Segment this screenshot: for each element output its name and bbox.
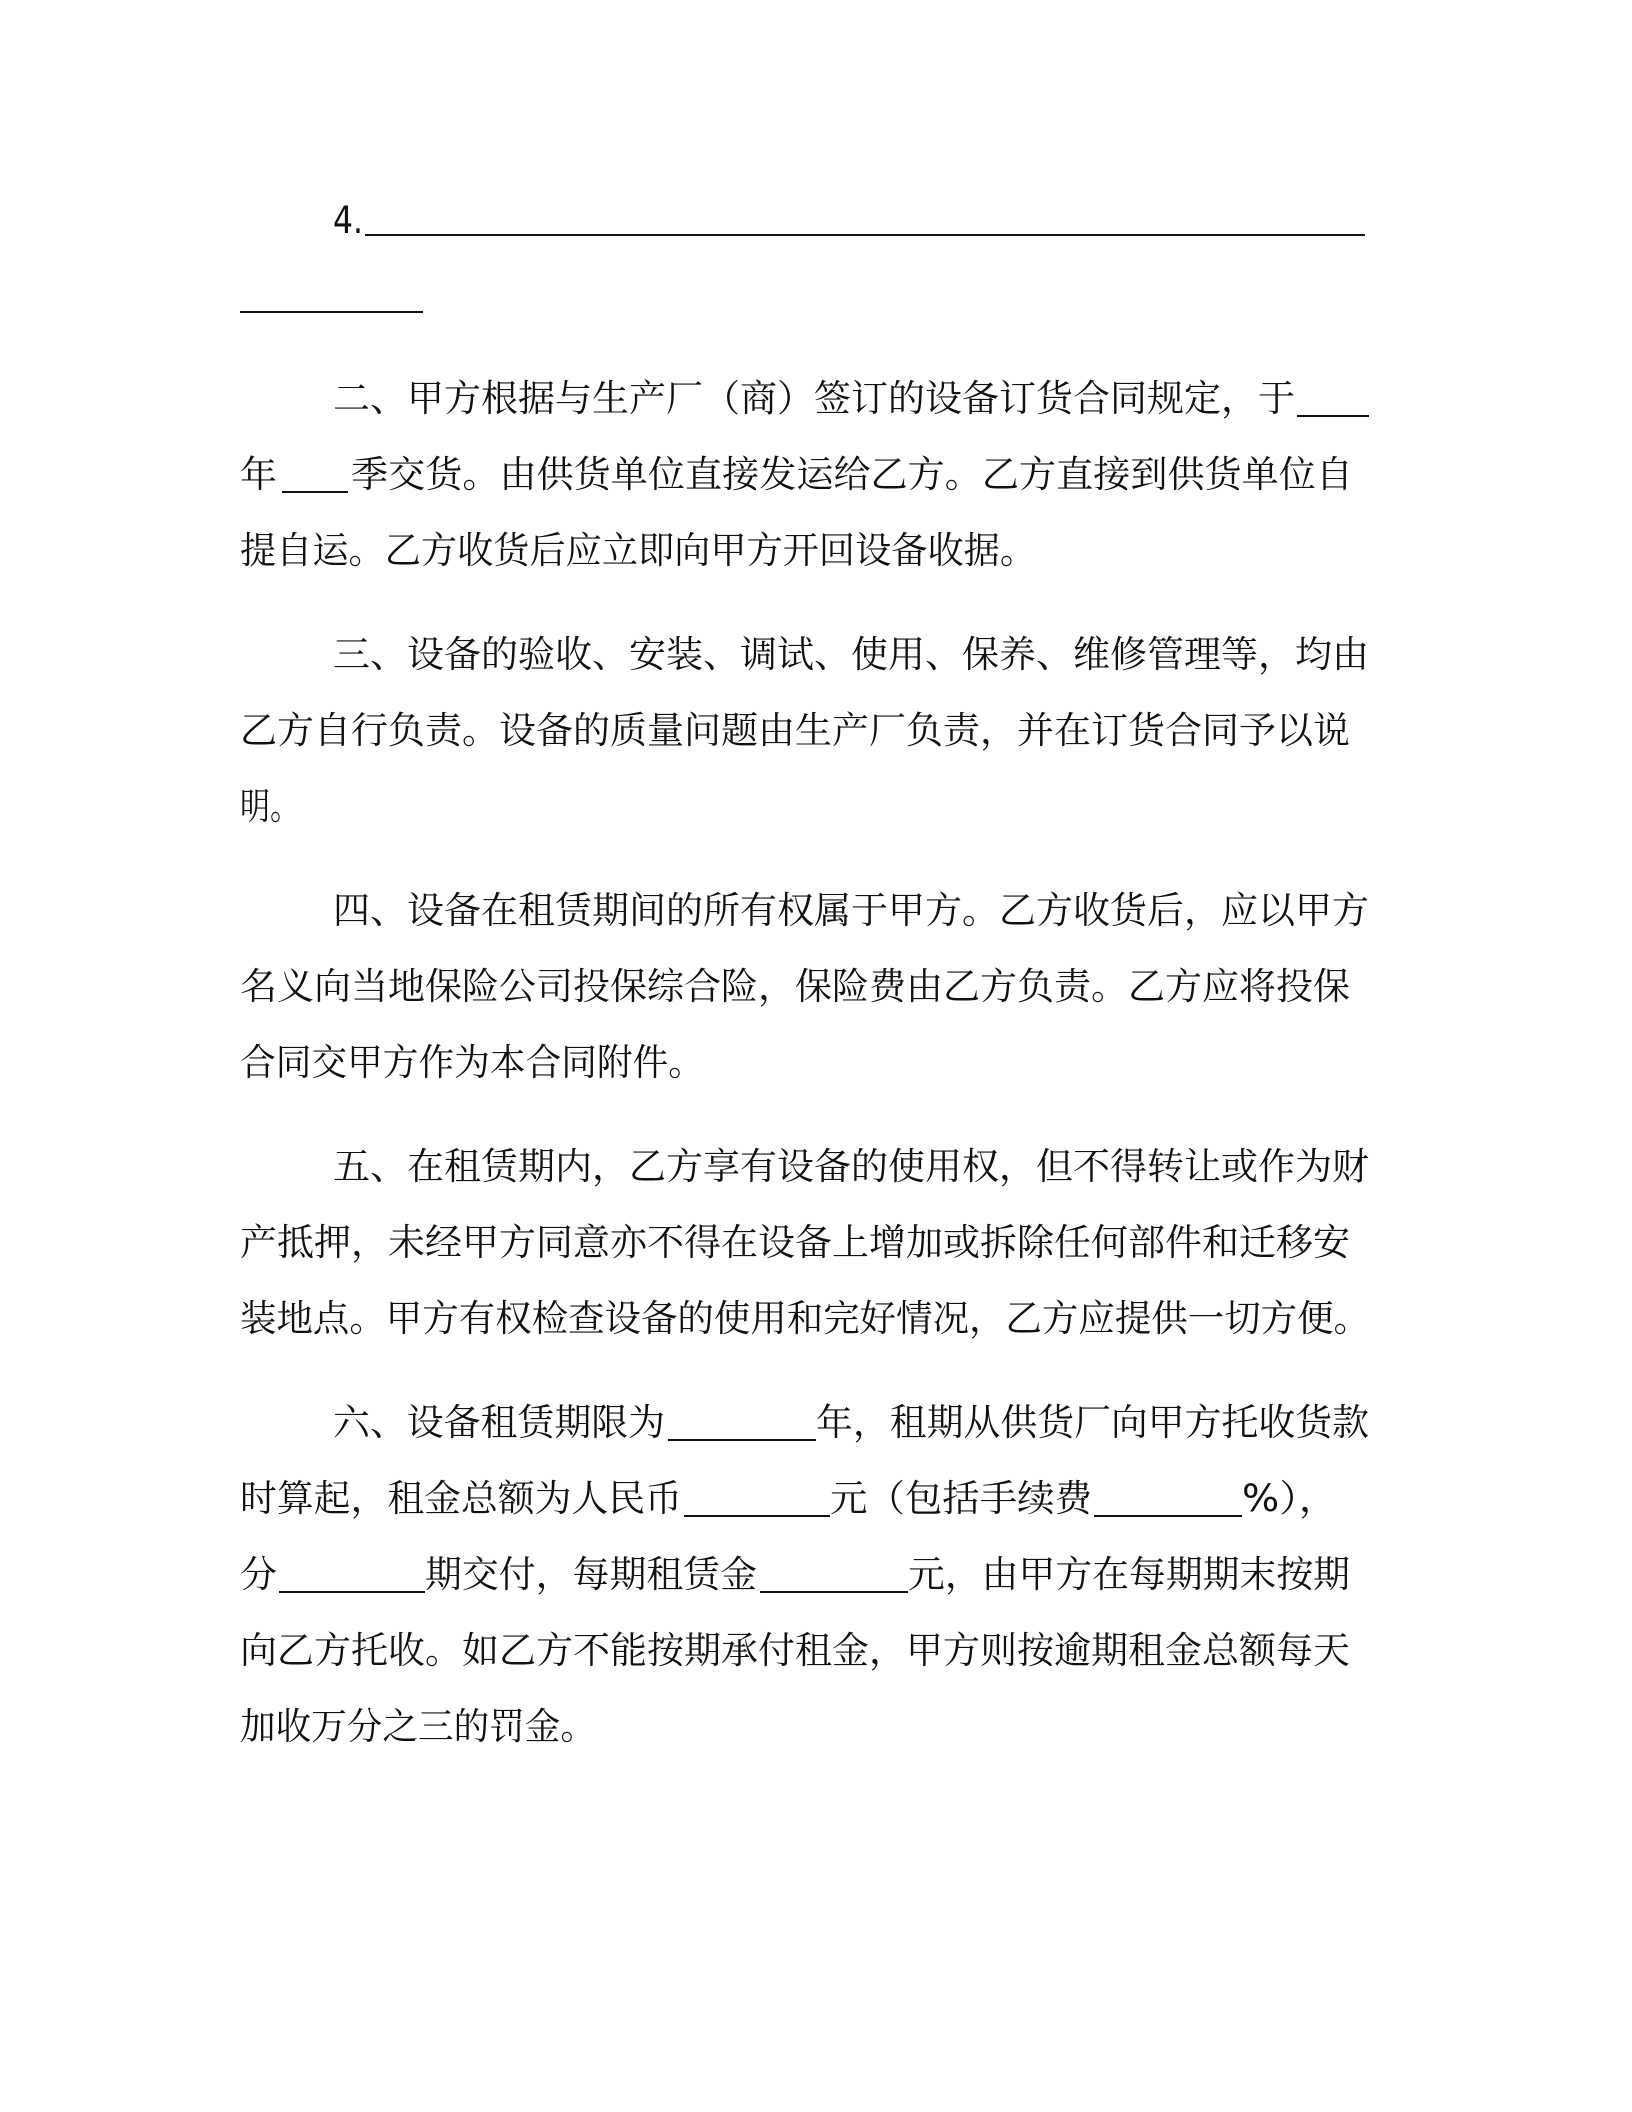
delivery-year-blank [1297,415,1369,417]
handling-fee-blank [1094,1515,1242,1517]
section-6-line-2-b: 元（包括手续费 [830,1477,1092,1520]
section-2-line-3: 提自运。乙方收货后应立即向甲方开回设备收据。 [240,529,1036,572]
item-4-label: 4. [333,199,363,242]
total-rent-blank [684,1515,830,1517]
installment-count-blank [279,1591,425,1593]
section-3-line-2: 乙方自行负责。设备的质量问题由生产厂负责，并在订货合同予以说 [240,709,1350,752]
lease-term-blank [668,1439,816,1441]
section-6-line-5: 加收万分之三的罚金。 [240,1705,596,1748]
section-2-line-2-b: 季交货。由供货单位直接发运给乙方。乙方直接到供货单位自 [351,453,1353,496]
section-6-line-3-b: 期交付，每期租赁金 [425,1553,757,1596]
section-6-line-1-b: 年，租期从供货厂向甲方托收货款 [816,1401,1369,1444]
section-4-line-1: 四、设备在租赁期间的所有权属于甲方。乙方收货后，应以甲方 [333,889,1369,932]
section-6-line-3-c: 元，由甲方在每期期末按期 [908,1553,1350,1596]
section-6-line-2-a: 时算起，租金总额为人民币 [240,1477,682,1520]
item-4-blank [365,234,1365,236]
section-5-line-1: 五、在租赁期内，乙方享有设备的使用权，但不得转让或作为财 [333,1145,1369,1188]
section-6-line-1-a: 六、设备租赁期限为 [333,1401,665,1444]
section-3-line-1: 三、设备的验收、安装、调试、使用、保养、维修管理等，均由 [333,633,1369,676]
section-3-line-3: 明。 [240,785,300,828]
section-2-line-2-a: 年 [240,453,277,496]
section-5-line-3: 装地点。甲方有权检查设备的使用和完好情况，乙方应提供一切方便。 [240,1297,1370,1340]
section-4-line-2: 名义向当地保险公司投保综合险，保险费由乙方负责。乙方应将投保 [240,965,1350,1008]
section-6-line-4: 向乙方托收。如乙方不能按期承付租金，甲方则按逾期租金总额每天 [240,1629,1350,1672]
section-4-line-3: 合同交甲方作为本合同附件。 [240,1041,704,1084]
section-2-line-1: 二、甲方根据与生产厂（商）签订的设备订货合同规定，于 [333,377,1295,420]
section-5-line-2: 产抵押，未经甲方同意亦不得在设备上增加或拆除任何部件和迁移安 [240,1221,1350,1264]
section-6-line-3-a: 分 [240,1553,277,1596]
section-6-line-2-c: %）， [1242,1477,1338,1520]
installment-amount-blank [760,1591,908,1593]
delivery-quarter-blank [282,491,348,493]
item-4-blank-continued [240,311,423,313]
